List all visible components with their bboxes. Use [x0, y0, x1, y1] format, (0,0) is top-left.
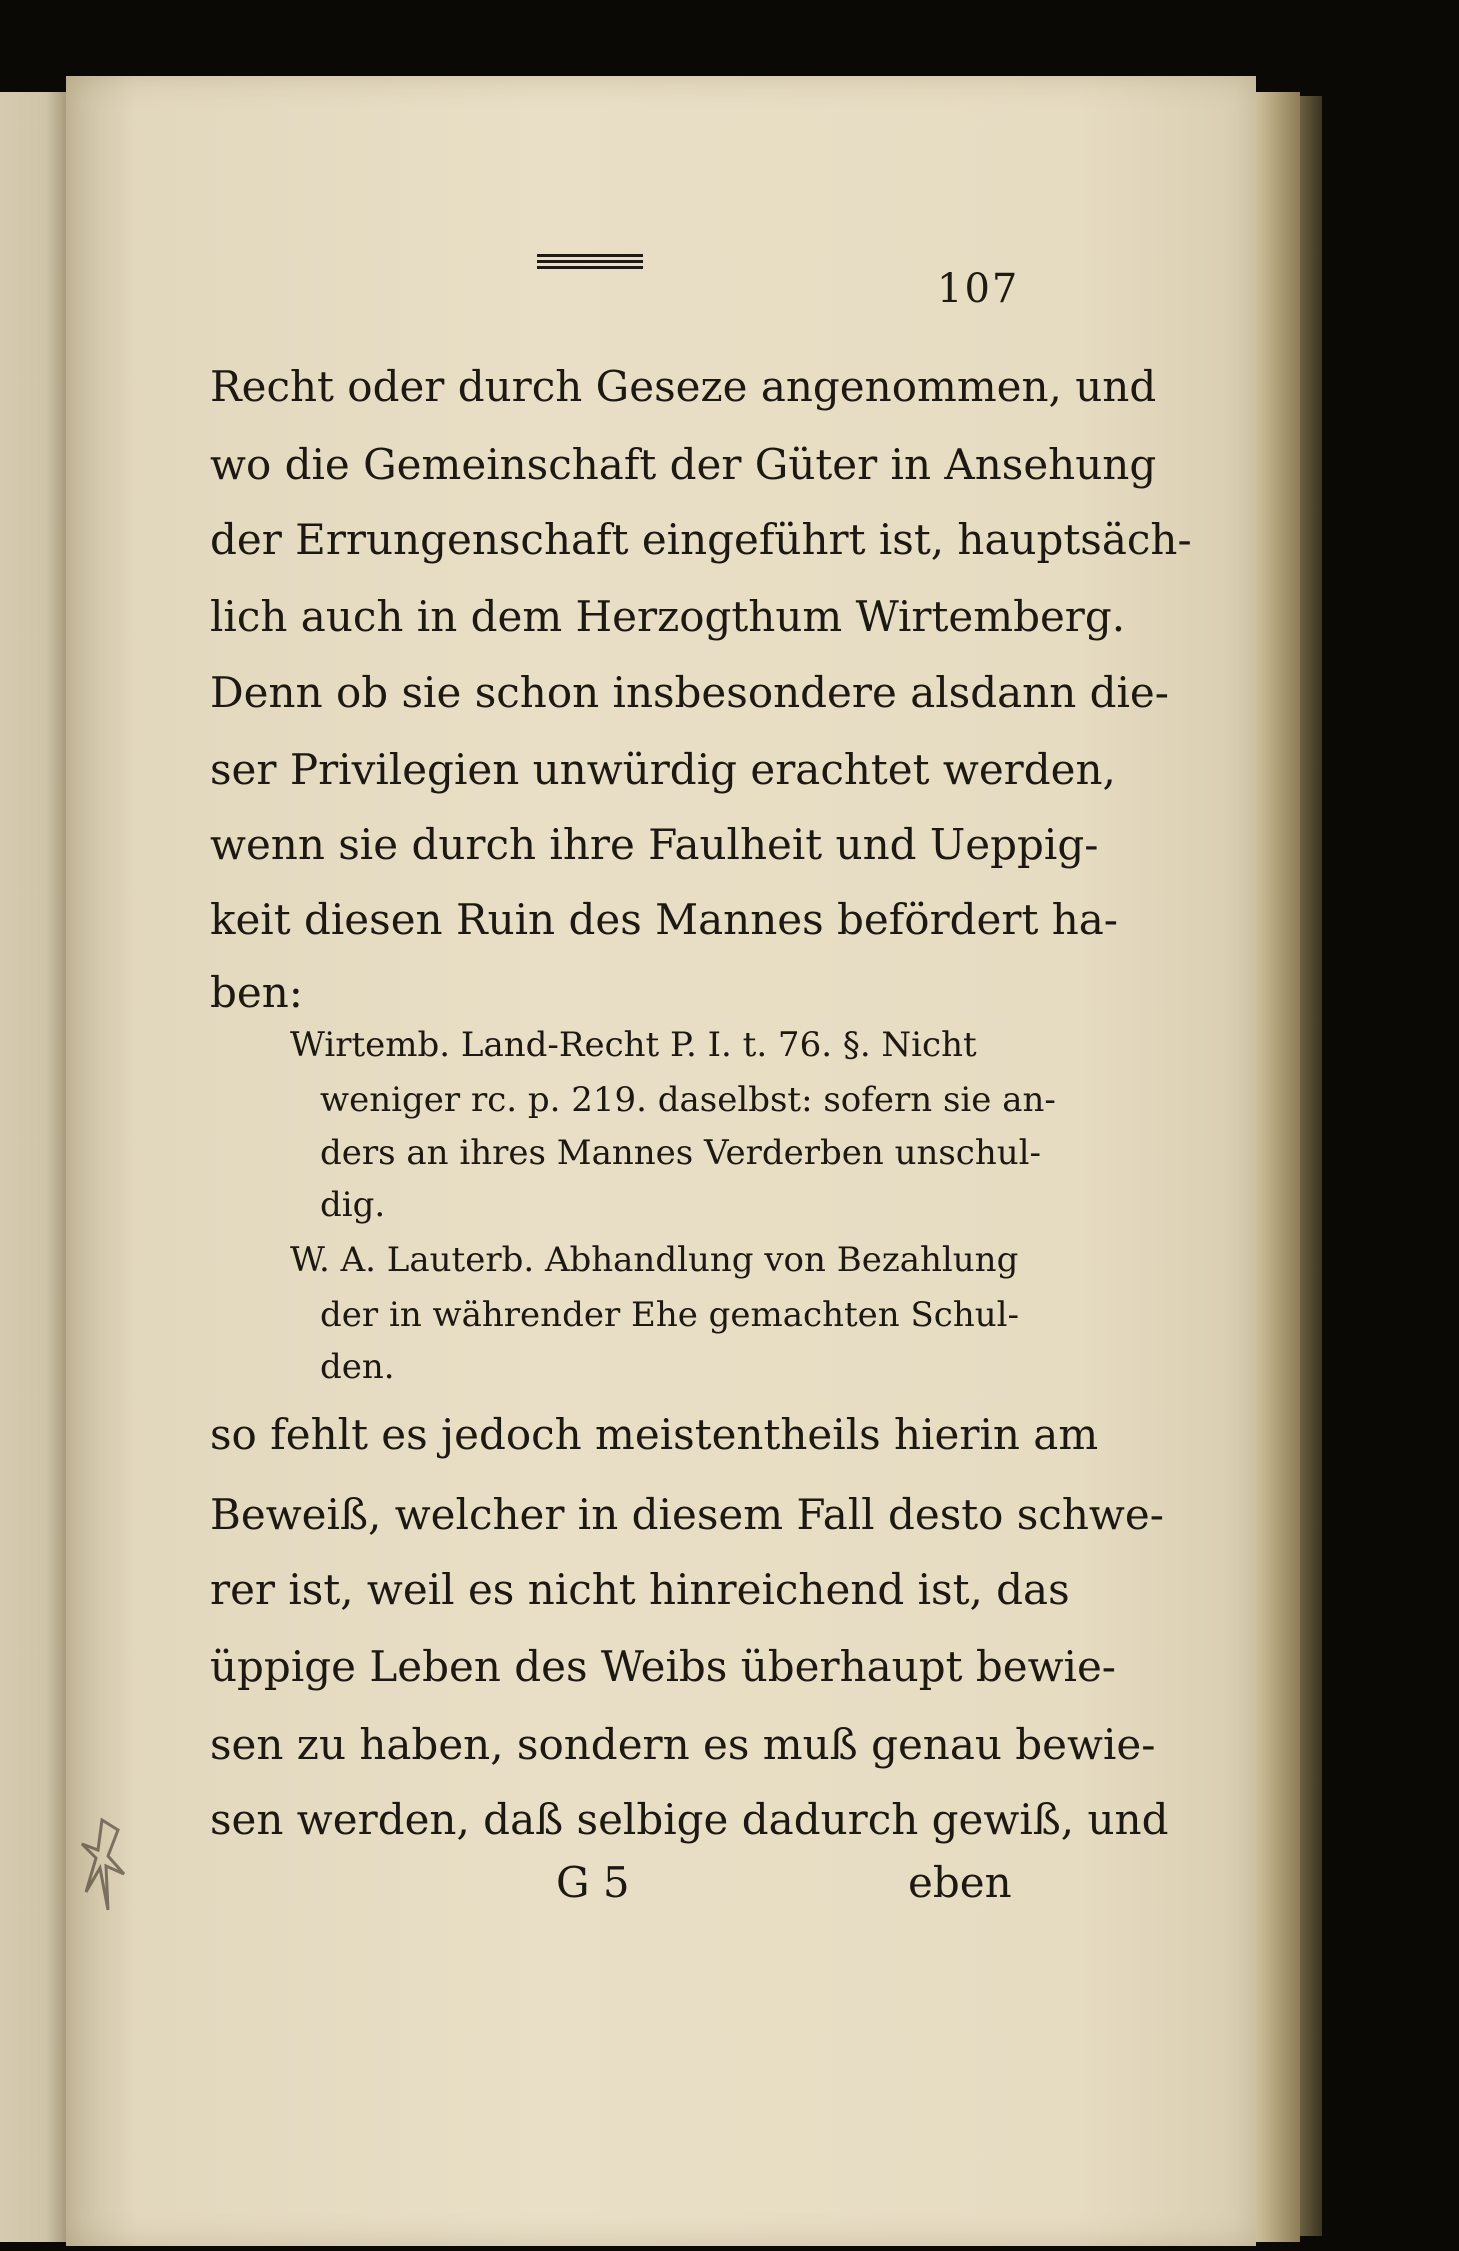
text-line: üppige Leben des Weibs überhaupt bewie-	[210, 1642, 1116, 1691]
text-line: Denn ob sie schon insbesondere alsdann die-	[210, 668, 1169, 717]
note-line: W. A. Lauterb. Abhandlung von Bezahlung	[290, 1240, 1019, 1280]
text-line: wenn sie durch ihre Faulheit und Ueppig-	[210, 820, 1099, 869]
page-stack-edge	[1256, 92, 1300, 2242]
page-number: 107	[937, 266, 1020, 312]
header-rule	[537, 254, 643, 269]
text-line: Recht oder durch Geseze angenommen, und	[210, 362, 1157, 411]
text-line: ben:	[210, 968, 303, 1017]
text-line: der Errungenschaft eingeführt ist, hauptsäch-	[210, 515, 1192, 564]
binding-edge	[1300, 96, 1322, 2236]
note-line: weniger rc. p. 219. daselbst: sofern sie an-	[320, 1080, 1056, 1120]
text-line: rer ist, weil es nicht hinreichend ist, das	[210, 1565, 1070, 1614]
text-line: sen werden, daß selbige dadurch gewiß, und	[210, 1795, 1169, 1844]
text-line: wo die Gemeinschaft der Güter in Ansehung	[210, 440, 1157, 489]
previous-page-edge	[0, 92, 66, 2242]
catchword: eben	[908, 1858, 1012, 1907]
note-line: den.	[320, 1347, 395, 1387]
note-line: dig.	[320, 1185, 386, 1225]
text-line: Beweiß, welcher in diesem Fall desto schwe-	[210, 1490, 1164, 1539]
note-line: der in währender Ehe gemachten Schul-	[320, 1295, 1019, 1335]
text-line: so fehlt es jedoch meistentheils hierin am	[210, 1410, 1099, 1459]
ink-stain-mark	[62, 1810, 132, 1920]
text-line: sen zu haben, sondern es muß genau bewie-	[210, 1720, 1156, 1769]
note-line: ders an ihres Mannes Verderben unschul-	[320, 1133, 1042, 1173]
text-line: lich auch in dem Herzogthum Wirtemberg.	[210, 592, 1126, 641]
signature-mark: G 5	[556, 1858, 630, 1907]
text-line: ser Privilegien unwürdig erachtet werden,	[210, 745, 1116, 794]
text-line: keit diesen Ruin des Mannes befördert ha-	[210, 895, 1118, 944]
note-line: Wirtemb. Land-Recht P. I. t. 76. §. Nicht	[290, 1025, 977, 1065]
